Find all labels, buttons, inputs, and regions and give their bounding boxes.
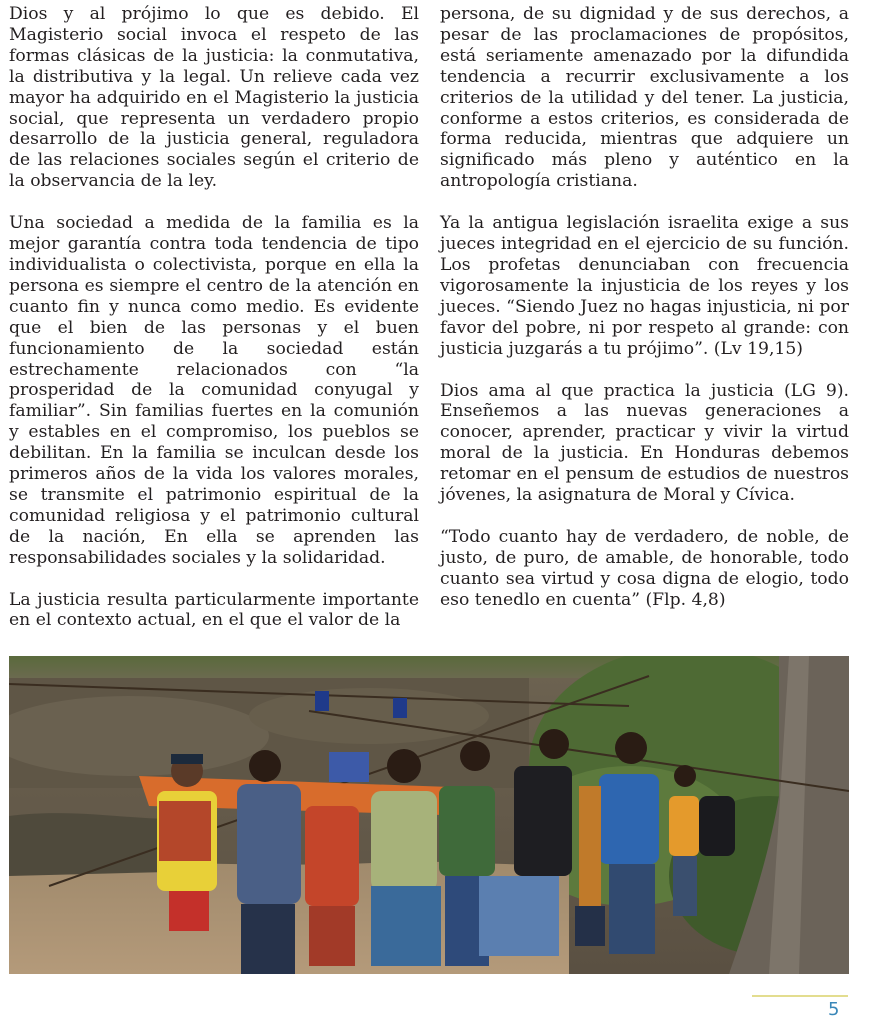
right-paragraph-4: “Todo cuanto hay de verdadero, de noble, de justo, de puro, de amable, de honorable, todo cuanto sea virtud y cosa digna de elogio, todo eso tenedlo en cuenta” (Flp. 4,8) (440, 526, 849, 610)
left-paragraph-2: Una sociedad a medida de la familia es la mejor garantía contra toda tendencia de tipo individualista o colectivista, porque en ella la persona es siempre el centro de la atención en cuanto fin y nunca como medio. Es evidente que el bien de las personas y el buen funcionamiento de la sociedad están estrechamente relacionados con “la prosperidad de la comunidad conyugal y familiar”. Sin familias fuertes en la comunión y estables en el compromiso, los pueblos se debilitan. En la familia se inculcan desde los primeros años de la vida los valores morales, se transmite el patrimonio espiritual de la comunidad religiosa y el patrimonio cultural de la nación, En ella se aprenden las responsabilidades sociales y la solidaridad. (9, 213, 419, 568)
rescue-photo (9, 656, 849, 974)
page-number: 5 (828, 999, 840, 1020)
left-column (9, 4, 419, 631)
right-paragraph-1: persona, de su dignidad y de sus derechos, a pesar de las proclamaciones de propósitos, está seriamente amenazado por la difundida tendencia a recurrir exclusivamente a los criterios de la utilidad y del tener. La justicia, conforme a estos criterios, es considerada de forma reducida, mientras que adquiere un significado más pleno y auténtico en la antropología cristiana. (440, 4, 849, 192)
right-paragraph-3: Dios ama al que practica la justicia (LG 9). Enseñemos a las nuevas generaciones a conocer, aprender, practicar y vivir la virtud moral de la justicia. En Honduras debemos retomar en el pensum de estudios de nuestros jóvenes, la asignatura de Moral y Cívica. (440, 380, 849, 506)
left-paragraph-1: Dios y al prójimo lo que es debido. El Magisterio social invoca el respeto de las formas clásicas de la justicia: la conmutativa, la distributiva y la legal. Un relieve cada vez mayor ha adquirido en el Magisterio la justicia social, que representa un verdadero propio desarrollo de la justicia general, reguladora de las relaciones sociales según el criterio de la observancia de la ley. (9, 4, 419, 192)
right-paragraph-2: Ya la antigua legislación israelita exige a sus jueces integridad en el ejercicio de su función. Los profetas denunciaban con frecuencia vigorosamente la injusticia de los reyes y los jueces. “Siendo Juez no hagas injusticia, ni por favor del pobre, ni por respeto al grande: con justicia juzgarás a tu prójimo”. (Lv 19,15) (440, 213, 849, 359)
footer-rule (752, 995, 848, 997)
right-column (440, 4, 849, 611)
left-paragraph-3: La justicia resulta particularmente importante en el contexto actual, en el que el valor de la (9, 589, 419, 631)
